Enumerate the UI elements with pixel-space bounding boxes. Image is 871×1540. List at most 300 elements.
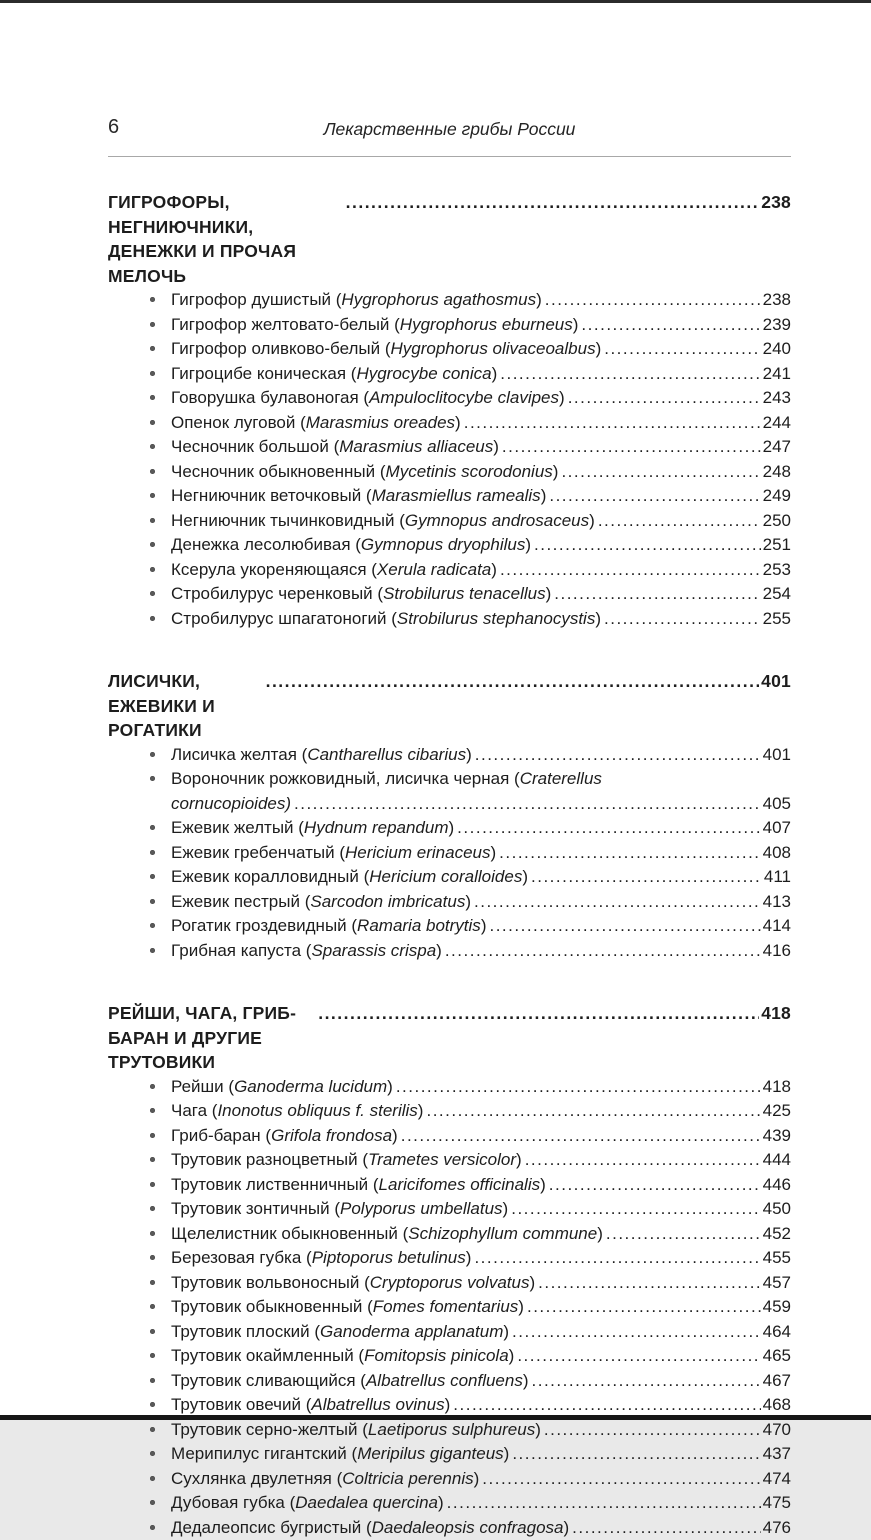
entry-body xyxy=(171,460,791,485)
bullet-icon xyxy=(148,533,171,558)
latin-name: Trametes versicolor xyxy=(368,1150,516,1169)
toc-entry xyxy=(148,1442,791,1467)
russian-name: Березовая губка ( xyxy=(171,1248,312,1267)
entry-page-number: 446 xyxy=(763,1173,791,1198)
entry-line xyxy=(171,582,791,607)
entry-body xyxy=(171,816,791,841)
entry-page-number: 464 xyxy=(763,1320,791,1345)
entry-text xyxy=(171,1393,450,1418)
close-paren: ) xyxy=(553,462,559,481)
close-paren: ) xyxy=(503,1199,509,1218)
bullet-icon xyxy=(148,816,171,841)
entry-page-number: 459 xyxy=(763,1295,791,1320)
toc-entry xyxy=(148,890,791,915)
entry-body xyxy=(171,1124,791,1149)
close-paren: ) xyxy=(455,413,461,432)
bullet-icon xyxy=(148,865,171,890)
bullet-icon xyxy=(148,460,171,485)
toc-entry xyxy=(148,411,791,436)
entry-page-number: 248 xyxy=(763,460,791,485)
toc-entry xyxy=(148,313,791,338)
entry-line xyxy=(171,1197,791,1222)
dot-leader xyxy=(512,1320,761,1345)
russian-name: Негниючник веточковый ( xyxy=(171,486,372,505)
close-paren: ) xyxy=(418,1101,424,1120)
entry-text xyxy=(171,890,471,915)
russian-name: Мерипилус гигантский ( xyxy=(171,1444,357,1463)
entry-body xyxy=(171,865,791,890)
entry-body xyxy=(171,411,791,436)
dot-leader xyxy=(482,1467,760,1492)
entry-text xyxy=(171,865,528,890)
latin-name: Sparassis crispa xyxy=(311,941,436,960)
russian-name: Грибная капуста ( xyxy=(171,941,311,960)
entry-line xyxy=(171,1271,791,1296)
russian-name: Дубовая губка ( xyxy=(171,1493,295,1512)
entry-line xyxy=(171,1344,791,1369)
entry-body xyxy=(171,582,791,607)
entry-text xyxy=(171,1148,522,1173)
entry-line xyxy=(171,939,791,964)
close-paren: ) xyxy=(573,315,579,334)
russian-name: Лисичка желтая ( xyxy=(171,745,307,764)
close-paren: ) xyxy=(595,609,601,628)
toc-entry xyxy=(148,865,791,890)
bullet-icon xyxy=(148,1369,171,1394)
toc-entry xyxy=(148,288,791,313)
entry-page-number: 455 xyxy=(763,1246,791,1271)
entry-text xyxy=(171,816,454,841)
entry-body xyxy=(171,288,791,313)
entry-line xyxy=(171,435,791,460)
entry-body xyxy=(171,1320,791,1345)
bullet-icon xyxy=(148,484,171,509)
russian-name: Трутовик серно-желтый ( xyxy=(171,1420,368,1439)
entry-page-number: 239 xyxy=(763,313,791,338)
russian-name: Трутовик окаймленный ( xyxy=(171,1346,364,1365)
bullet-icon xyxy=(148,1295,171,1320)
latin-name: Xerula radicata xyxy=(377,560,491,579)
entry-line xyxy=(171,1320,791,1345)
entry-page-number: 418 xyxy=(763,1075,791,1100)
entry-page-number: 470 xyxy=(763,1418,791,1443)
entry-text xyxy=(171,1516,569,1540)
table-of-contents xyxy=(108,190,791,1540)
dot-leader xyxy=(511,1197,760,1222)
entry-body xyxy=(171,362,791,387)
entry-text xyxy=(171,743,472,768)
toc-entry xyxy=(148,1099,791,1124)
toc-entry xyxy=(148,509,791,534)
entry-text xyxy=(171,1075,393,1100)
bullet-icon xyxy=(148,582,171,607)
close-paren: ) xyxy=(491,560,497,579)
latin-name: Strobilurus stephanocystis xyxy=(397,609,595,628)
entry-body xyxy=(171,1491,791,1516)
entry-text xyxy=(171,1271,535,1296)
entry-text xyxy=(171,484,546,509)
toc-entry xyxy=(148,1075,791,1100)
latin-name: Marasmiellus ramealis xyxy=(372,486,541,505)
entry-page-number: 450 xyxy=(763,1197,791,1222)
dot-leader xyxy=(318,1001,759,1026)
toc-entry xyxy=(148,1148,791,1173)
dot-leader xyxy=(447,1491,761,1516)
entry-line xyxy=(171,313,791,338)
dot-leader xyxy=(512,1442,760,1467)
bullet-icon xyxy=(148,767,171,816)
russian-name: Трутовик вольвоносный ( xyxy=(171,1273,370,1292)
entry-body xyxy=(171,509,791,534)
latin-name: Hygrocybe conica xyxy=(356,364,491,383)
section-entries xyxy=(148,743,791,964)
toc-entry xyxy=(148,362,791,387)
toc-entry xyxy=(148,1173,791,1198)
russian-name: Трутовик обыкновенный ( xyxy=(171,1297,373,1316)
entry-text xyxy=(171,1295,524,1320)
close-paren: ) xyxy=(465,892,471,911)
latin-name: Polyporus umbellatus xyxy=(340,1199,503,1218)
entry-body xyxy=(171,533,791,558)
entry-text xyxy=(171,288,542,313)
toc-entry xyxy=(148,1467,791,1492)
entry-line xyxy=(171,767,791,792)
russian-name: Негниючник тычинковидный ( xyxy=(171,511,405,530)
toc-entry xyxy=(148,1320,791,1345)
latin-name: Daedaleopsis confragosa xyxy=(372,1518,564,1537)
bullet-icon xyxy=(148,362,171,387)
bullet-icon xyxy=(148,1467,171,1492)
close-paren: ) xyxy=(535,1420,541,1439)
entry-line xyxy=(171,1467,791,1492)
entry-line xyxy=(171,1516,791,1540)
russian-name: Ежевик коралловидный ( xyxy=(171,867,369,886)
entry-body xyxy=(171,743,791,768)
entry-text xyxy=(171,533,531,558)
dot-leader xyxy=(499,841,760,866)
entry-body xyxy=(171,1246,791,1271)
entry-text xyxy=(171,1099,423,1124)
latin-name: Craterellus xyxy=(520,769,602,788)
entry-page-number: 467 xyxy=(763,1369,791,1394)
section-title: ЛИСИЧКИ, ЕЖЕВИКИ И РОГАТИКИ xyxy=(108,669,263,743)
latin-name: Cryptoporus volvatus xyxy=(370,1273,530,1292)
bullet-icon xyxy=(148,1491,171,1516)
dot-leader xyxy=(500,558,761,583)
entry-body xyxy=(171,939,791,964)
entry-body xyxy=(171,558,791,583)
russian-name: Вороночник рожковидный, лисичка черная ( xyxy=(171,769,520,788)
entry-line xyxy=(171,460,791,485)
latin-name: Grifola frondosa xyxy=(271,1126,392,1145)
latin-name: Gymnopus androsaceus xyxy=(405,511,589,530)
entry-line xyxy=(171,743,791,768)
dot-leader xyxy=(525,1148,761,1173)
russian-name: Гигрофор душистый ( xyxy=(171,290,341,309)
section-entries xyxy=(148,288,791,631)
entry-text xyxy=(171,1344,514,1369)
latin-name: Hygrophorus olivaceoalbus xyxy=(391,339,596,358)
bullet-icon xyxy=(148,1516,171,1540)
entry-text xyxy=(171,1222,603,1247)
entry-text xyxy=(171,792,291,817)
entry-page-number: 251 xyxy=(763,533,791,558)
dot-leader xyxy=(474,890,761,915)
section-page-number: 401 xyxy=(761,669,791,694)
bullet-icon xyxy=(148,558,171,583)
entry-page-number: 240 xyxy=(763,337,791,362)
close-paren: ) xyxy=(492,364,498,383)
dot-leader xyxy=(604,607,761,632)
dot-leader xyxy=(457,816,760,841)
latin-name: Schizophyllum commune xyxy=(408,1224,597,1243)
toc-entry xyxy=(148,1295,791,1320)
toc-section xyxy=(108,669,791,963)
dot-leader xyxy=(532,1369,761,1394)
bullet-icon xyxy=(148,1197,171,1222)
dot-leader xyxy=(544,1418,761,1443)
entry-line xyxy=(171,1124,791,1149)
dot-leader xyxy=(502,435,761,460)
entry-text xyxy=(171,607,601,632)
entry-body xyxy=(171,1148,791,1173)
entry-text xyxy=(171,1320,509,1345)
entry-body xyxy=(171,1222,791,1247)
close-paren: ) xyxy=(449,818,455,837)
entry-text xyxy=(171,313,578,338)
entry-text xyxy=(171,558,497,583)
entry-line xyxy=(171,914,791,939)
entry-body xyxy=(171,607,791,632)
entry-line xyxy=(171,1173,791,1198)
dot-leader xyxy=(606,1222,761,1247)
bullet-icon xyxy=(148,1173,171,1198)
entry-page-number: 255 xyxy=(763,607,791,632)
close-paren: ) xyxy=(536,290,542,309)
page-header xyxy=(108,116,791,148)
dot-leader xyxy=(581,313,760,338)
latin-name: Inonotus obliquus f. sterilis xyxy=(217,1101,417,1120)
entry-text xyxy=(171,939,442,964)
dot-leader xyxy=(464,411,761,436)
book-title: Лекарственные грибы России xyxy=(108,119,791,140)
bullet-icon xyxy=(148,890,171,915)
latin-name: Ampuloclitocybe clavipes xyxy=(369,388,559,407)
latin-name: Gymnopus dryophilus xyxy=(361,535,525,554)
latin-name: Hydnum repandum xyxy=(304,818,449,837)
entry-line xyxy=(171,1491,791,1516)
latin-name: Hericium erinaceus xyxy=(345,843,491,862)
toc-entry xyxy=(148,1271,791,1296)
close-paren: ) xyxy=(387,1077,393,1096)
entry-line xyxy=(171,337,791,362)
close-paren: ) xyxy=(525,535,531,554)
dot-leader xyxy=(568,386,761,411)
section-page-number: 238 xyxy=(761,190,791,215)
dot-leader xyxy=(549,1173,761,1198)
latin-name: Coltricia perennis xyxy=(342,1469,473,1488)
entry-text xyxy=(171,1369,529,1394)
entry-text xyxy=(171,386,565,411)
russian-name: Гигрофор желтовато-белый ( xyxy=(171,315,400,334)
bullet-icon xyxy=(148,1222,171,1247)
bullet-icon xyxy=(148,1418,171,1443)
entry-page-number: 468 xyxy=(763,1393,791,1418)
close-paren: ) xyxy=(466,745,472,764)
dot-leader xyxy=(545,288,761,313)
bullet-icon xyxy=(148,607,171,632)
entry-line-continuation xyxy=(171,792,791,817)
entry-page-number: 444 xyxy=(763,1148,791,1173)
russian-name: Ксерула укореняющаяся ( xyxy=(171,560,377,579)
entry-body xyxy=(171,484,791,509)
section-heading xyxy=(108,669,791,743)
latin-name: Albatrellus ovinus xyxy=(311,1395,444,1414)
dot-leader xyxy=(549,484,760,509)
header-rule xyxy=(108,156,791,157)
entry-line xyxy=(171,558,791,583)
close-paren: ) xyxy=(392,1126,398,1145)
close-paren: ) xyxy=(541,486,547,505)
entry-body xyxy=(171,386,791,411)
page-number: 6 xyxy=(108,116,119,138)
entry-page-number: 247 xyxy=(763,435,791,460)
dot-leader xyxy=(531,865,762,890)
entry-line xyxy=(171,865,791,890)
latin-name: Marasmius oreades xyxy=(306,413,455,432)
close-paren: ) xyxy=(493,437,499,456)
entry-line xyxy=(171,1099,791,1124)
entry-page-number: 425 xyxy=(763,1099,791,1124)
entry-page-number: 414 xyxy=(763,914,791,939)
russian-name: Опенок луговой ( xyxy=(171,413,306,432)
bullet-icon xyxy=(148,841,171,866)
entry-text xyxy=(171,767,602,792)
section-heading xyxy=(108,190,791,288)
toc-entry xyxy=(148,1418,791,1443)
russian-name: Гриб-баран ( xyxy=(171,1126,271,1145)
entry-text xyxy=(171,1173,546,1198)
russian-name: Чесночник обыкновенный ( xyxy=(171,462,386,481)
russian-name: Сухлянка двулетняя ( xyxy=(171,1469,342,1488)
toc-entry xyxy=(148,914,791,939)
entry-text xyxy=(171,1467,479,1492)
entry-line xyxy=(171,841,791,866)
russian-name: Денежка лесолюбивая ( xyxy=(171,535,361,554)
russian-name: Гигроцибе коническая ( xyxy=(171,364,356,383)
toc-entry xyxy=(148,1246,791,1271)
entry-line xyxy=(171,1246,791,1271)
entry-text xyxy=(171,362,497,387)
entry-page-number: 411 xyxy=(764,865,791,890)
entry-line xyxy=(171,1418,791,1443)
toc-entry xyxy=(148,1491,791,1516)
section-title: ГИГРОФОРЫ, НЕГНИЮЧНИКИ, ДЕНЕЖКИ И ПРОЧАЯ МЕЛОЧЬ xyxy=(108,190,343,288)
bullet-icon xyxy=(148,1442,171,1467)
russian-name: Щелелистник обыкновенный ( xyxy=(171,1224,408,1243)
dot-leader xyxy=(396,1075,761,1100)
latin-name: Ganoderma lucidum xyxy=(234,1077,387,1096)
close-paren: ) xyxy=(516,1150,522,1169)
toc-entry xyxy=(148,767,791,816)
close-paren: ) xyxy=(445,1395,451,1414)
entry-body xyxy=(171,1344,791,1369)
section-entries xyxy=(148,1075,791,1540)
entry-line xyxy=(171,362,791,387)
russian-name: Ежевик желтый ( xyxy=(171,818,304,837)
close-paren: ) xyxy=(529,1273,535,1292)
entry-text xyxy=(171,1491,444,1516)
entry-body xyxy=(171,435,791,460)
entry-text xyxy=(171,435,499,460)
entry-text xyxy=(171,509,595,534)
entry-text xyxy=(171,1442,509,1467)
bullet-icon xyxy=(148,939,171,964)
bullet-icon xyxy=(148,411,171,436)
dot-leader xyxy=(489,914,760,939)
dot-leader xyxy=(266,669,760,694)
russian-name: Трутовик разноцветный ( xyxy=(171,1150,368,1169)
close-paren: ) xyxy=(466,1248,472,1267)
entry-line xyxy=(171,1442,791,1467)
toc-entry xyxy=(148,558,791,583)
entry-page-number: 243 xyxy=(763,386,791,411)
entry-page-number: 405 xyxy=(763,792,791,817)
latin-name: cornucopioides) xyxy=(171,794,291,813)
latin-name: Laricifomes officinalis xyxy=(379,1175,541,1194)
entry-line xyxy=(171,890,791,915)
close-paren: ) xyxy=(597,1224,603,1243)
latin-name: Fomitopsis pinicola xyxy=(364,1346,509,1365)
entry-line xyxy=(171,484,791,509)
latin-name: Cantharellus cibarius xyxy=(307,745,466,764)
entry-line xyxy=(171,1222,791,1247)
entry-body xyxy=(171,1295,791,1320)
entry-body xyxy=(171,841,791,866)
entry-body xyxy=(171,1099,791,1124)
entry-line xyxy=(171,1369,791,1394)
entry-text xyxy=(171,914,486,939)
dot-leader xyxy=(554,582,760,607)
russian-name: Трутовик лиственничный ( xyxy=(171,1175,379,1194)
bullet-icon xyxy=(148,435,171,460)
close-paren: ) xyxy=(563,1518,569,1537)
entry-page-number: 238 xyxy=(763,288,791,313)
entry-page-number: 401 xyxy=(763,743,791,768)
close-paren: ) xyxy=(490,843,496,862)
bullet-icon xyxy=(148,1148,171,1173)
dot-leader xyxy=(475,743,761,768)
entry-body xyxy=(171,337,791,362)
latin-name: Meripilus giganteus xyxy=(357,1444,503,1463)
entry-page-number: 474 xyxy=(763,1467,791,1492)
toc-entry xyxy=(148,1124,791,1149)
toc-entry xyxy=(148,386,791,411)
section-page-number: 418 xyxy=(761,1001,791,1026)
entry-line xyxy=(171,1295,791,1320)
bullet-icon xyxy=(148,1393,171,1418)
close-paren: ) xyxy=(438,1493,444,1512)
entry-page-number: 457 xyxy=(763,1271,791,1296)
dot-leader xyxy=(598,509,761,534)
entry-line xyxy=(171,816,791,841)
close-paren: ) xyxy=(504,1444,510,1463)
section-heading xyxy=(108,1001,791,1075)
entry-line xyxy=(171,1075,791,1100)
entry-body xyxy=(171,1075,791,1100)
entry-page-number: 416 xyxy=(763,939,791,964)
russian-name: Трутовик сливающийся ( xyxy=(171,1371,366,1390)
